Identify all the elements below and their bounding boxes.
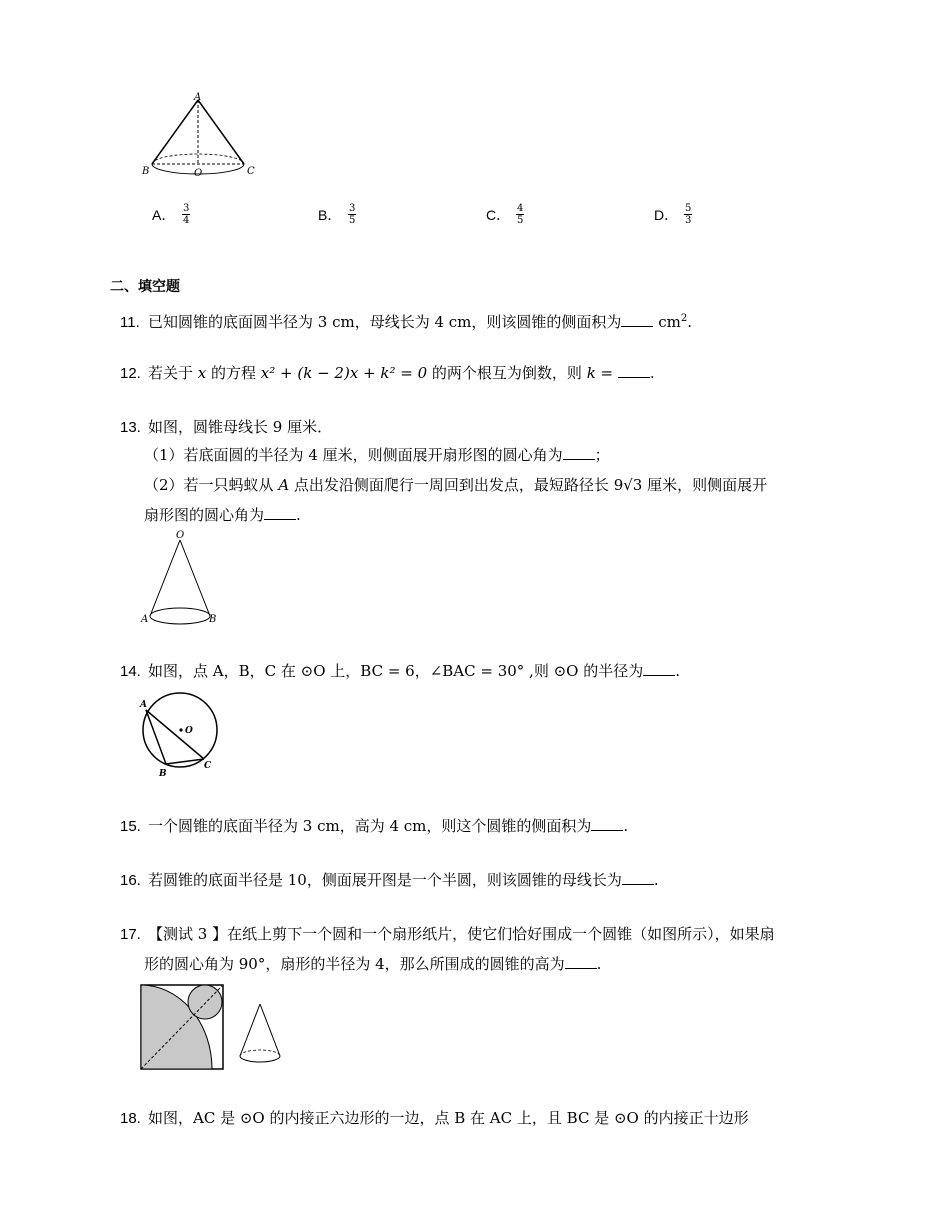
answer-blank[interactable]	[591, 816, 623, 831]
question-13-part-2: （2）若一只蚂蚁从 A 点出发沿侧面爬行一周回到出发点，最短路径长 9√3 厘米，则侧面展开	[144, 476, 768, 494]
label-a: A	[141, 614, 149, 625]
label-a: A	[140, 700, 147, 710]
answer-blank[interactable]	[621, 312, 653, 327]
question-15: 15. 一个圆锥的底面半径为 3 cm，高为 4 cm，则这个圆锥的侧面积为 .	[120, 817, 629, 835]
section-title: 二、填空题	[110, 279, 180, 295]
question-14: 14. 如图，点 A，B，C 在 ⊙O 上，BC = 6，∠BAC = 30° ,则 ⊙O 的半径为 .	[120, 662, 681, 680]
label-b: B	[159, 769, 167, 778]
label-o: O	[185, 726, 193, 736]
question-13: 13. 如图，圆锥母线长 9 厘米．	[120, 418, 333, 436]
question-11: 11. 已知圆锥的底面圆半径为 3 cm，母线长为 4 cm，则该圆锥的侧面积为 $cm^2$.	[120, 313, 692, 331]
sector-cone-figure-q17	[138, 982, 288, 1074]
option-d[interactable]: D． $\frac{5}{3}$	[654, 203, 692, 226]
question-12: 12. 若关于 x 的方程 x² + (k − 2)x + k² = 0 的两个根互为倒数，则 k = .	[120, 364, 655, 382]
option-c[interactable]: C． $\frac{4}{5}$	[486, 203, 524, 226]
question-13-part-2-cont: 扇形图的圆心角为 .	[144, 506, 301, 524]
label-c: C	[204, 761, 212, 771]
question-16: 16. 若圆锥的底面半径是 10，侧面展开图是一个半圆，则该圆锥的母线长为 .	[120, 871, 659, 889]
answer-blank[interactable]	[563, 445, 595, 460]
answer-blank[interactable]	[622, 870, 654, 885]
label-o: O	[194, 168, 203, 179]
option-label: C．	[486, 206, 511, 223]
question-13-part-1: （1）若底面圆的半径为 4 厘米，则侧面展开扇形图的圆心角为 ；	[144, 446, 610, 464]
answer-blank[interactable]	[565, 954, 597, 969]
answer-blank[interactable]	[643, 661, 675, 676]
question-17: 17. 【测试 3 】在纸上剪下一个圆和一个扇形纸片，使它们恰好围成一个圆锥（如图所示），如果扇	[120, 925, 775, 943]
cone-figure-q13	[140, 528, 225, 628]
label-o: O	[176, 530, 185, 541]
answer-blank[interactable]	[618, 363, 650, 378]
question-18: 18. 如图，AC 是 ⊙O 的内接正六边形的一边，点 B 在 AC 上，且 BC 是 ⊙O 的内接正十边形	[120, 1109, 749, 1127]
option-label: B．	[318, 206, 342, 223]
option-label: D．	[654, 206, 679, 223]
option-a[interactable]: A． $\frac{3}{4}$	[152, 203, 190, 226]
option-label: A．	[152, 206, 176, 223]
label-b: B	[142, 166, 150, 177]
question-17-cont: 形的圆心角为 90°，扇形的半径为 4，那么所围成的圆锥的高为 .	[144, 955, 602, 973]
label-b: B	[209, 614, 217, 625]
cone-figure-top	[140, 92, 265, 182]
answer-blank[interactable]	[264, 505, 296, 520]
circle-figure-q14	[138, 690, 228, 778]
label-a: A	[194, 92, 202, 103]
option-b[interactable]: B． $\frac{3}{5}$	[318, 203, 356, 226]
label-c: C	[247, 166, 255, 177]
